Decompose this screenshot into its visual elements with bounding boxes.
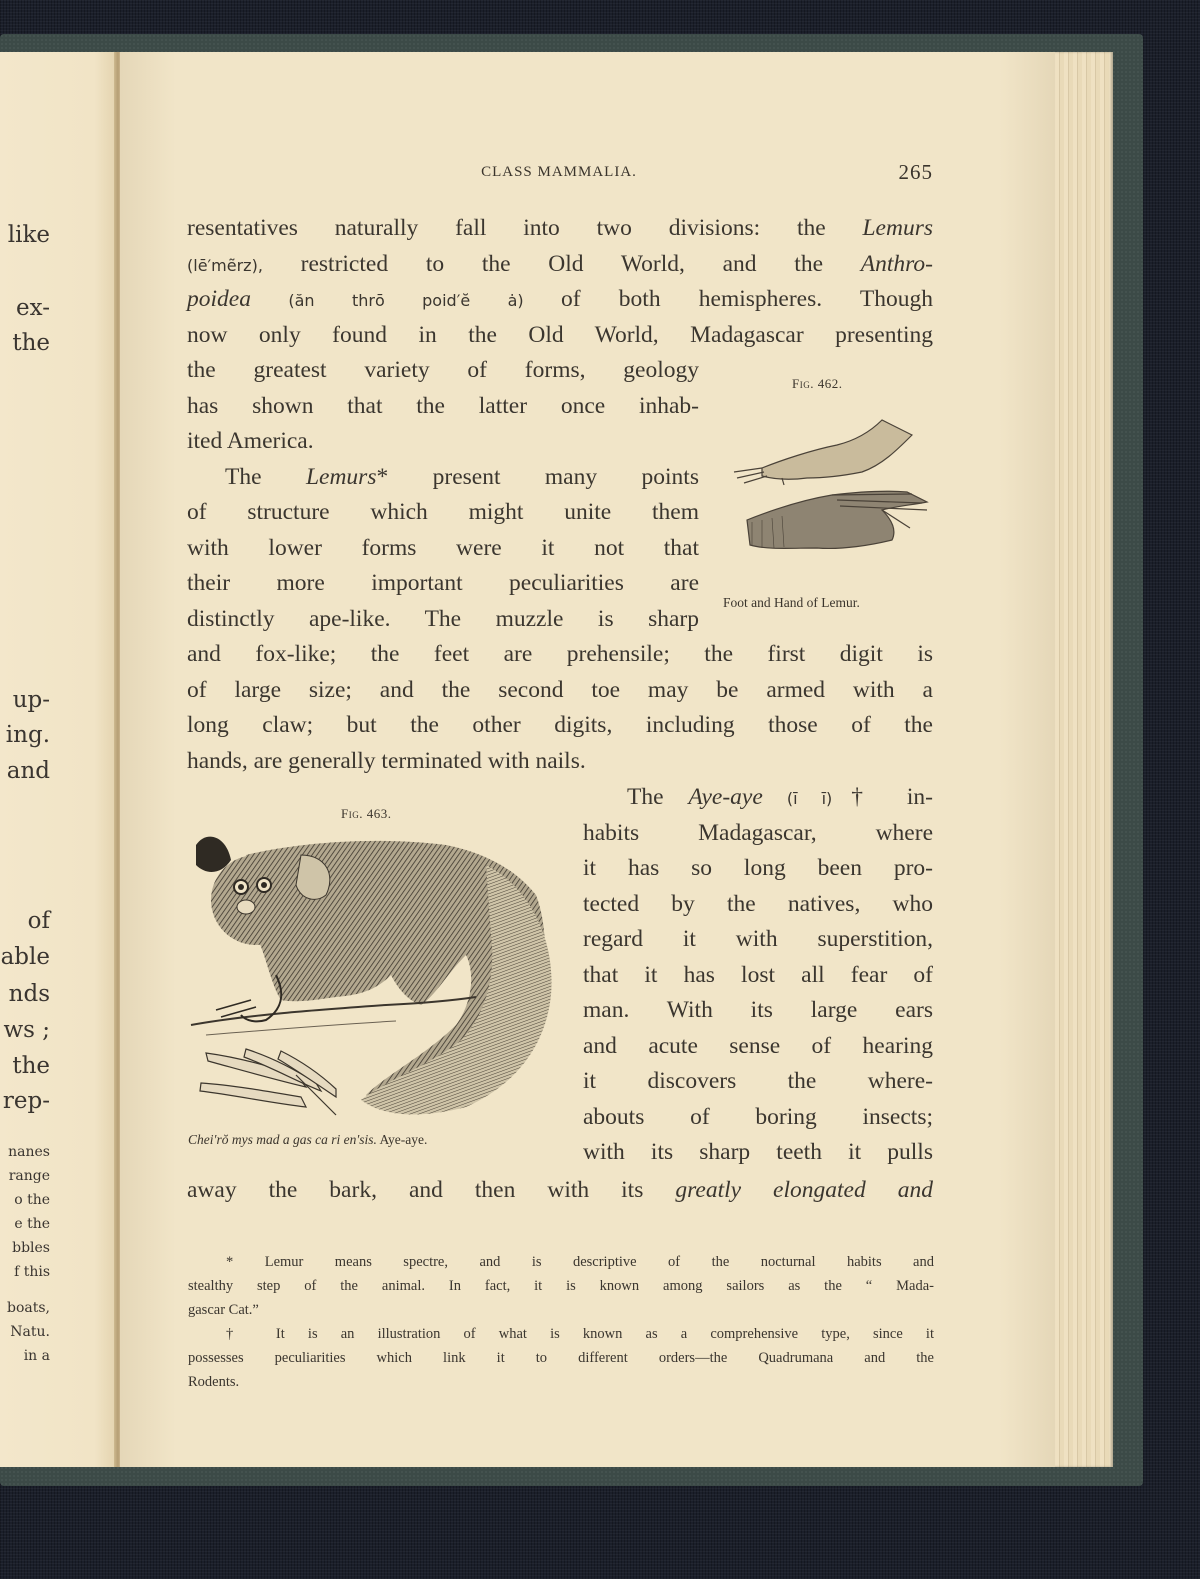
running-head [185,160,933,190]
paragraph-1-top: resentatives naturally fall into two divisions: the Lemurs (lē′mẽrz), restricted to the Old World, and the Anthro- poidea (ăn thrō poid′ĕ ȧ) of both hemispheres. Though now only found in the Old World, Madagascar presenting [187,215,933,348]
left-page-fragment: nanes [8,1144,50,1160]
left-page-fragment: nds [8,981,50,1007]
paragraph-2-bottom: and fox-like; the feet are prehensile; the first digit is of large size; and the second toe may be armed with a long claw; but the other digits, including those of the hands, are generally terminated with nails. [187,641,933,774]
left-page [0,52,118,1467]
column-beside-fig-463: The Aye-aye (ī ī)† in- habits Madagascar, where it has so long been pro- tected by the natives, who regard it with superstition, that it has lost all fear of man. With its large ears and acute sense of hearing it discovers the where- abouts of boring insects; with its sharp teeth it pulls [583,784,933,1165]
left-page-fragment: rep- [2,1088,50,1114]
left-page-fragment: o the [14,1192,50,1208]
left-page-fragment: range [8,1168,50,1184]
footnote-1: * Lemur means spectre, and is descriptive of the nocturnal habits and [226,1254,934,1270]
figure-462-label: Fig. 462. [792,376,843,391]
figure-462-caption: Foot and Hand of Lemur. [723,595,860,610]
lemur-hand-foot-illustration [722,410,937,570]
column-beside-fig-462: the greatest variety of forms, geology has shown that the latter once inhab- ited America. The Lemurs* present many points of structure which might unite them with lower forms were it not that their more important peculiarities are distinctly ape-like. The muzzle is sharp [187,357,699,632]
footnotes: * Lemur means spectre, and is descriptive of the nocturnal habits and stealthy step of the animal. In fact, it is known among sailors as the “ Mada- gascar Cat.” † It is an illustration of what is known as a comprehensive type, since it possesses peculiarities which link it to different orders—the Quadrumana and the Rodents. [188,1250,934,1394]
left-page-fragment: ws ; [3,1017,50,1043]
left-page-fragment: e the [14,1216,50,1232]
left-page-fragment: boats, [7,1300,50,1316]
running-title: CLASS MAMMALIA. [481,164,637,180]
left-page-fragment: ing. [5,722,50,748]
left-page-fragment: ex- [16,295,50,321]
page-edges [1055,52,1113,1467]
paragraph-3-bottom: away the bark, and then with its greatly elongated and [187,1177,933,1203]
page-number: 265 [898,160,933,184]
figure-463-caption: Chei′rŏ mys mad a gas ca ri en′sis. Aye-aye. [188,1132,428,1147]
left-page-fragment: Natu. [10,1324,50,1340]
left-page-fragment: of [27,908,50,934]
left-page-fragment: the [12,330,50,356]
left-page-fragment: up- [12,687,50,713]
aye-aye-illustration [186,825,561,1125]
left-page-fragment: f this [14,1264,50,1280]
figure-463-label: Fig. 463. [341,806,392,821]
left-page-fragment: and [6,758,50,784]
left-page-fragment: the [12,1053,50,1079]
left-page-fragment: in a [23,1348,50,1364]
left-page-fragment: bbles [12,1240,50,1256]
left-page-fragment: able [0,944,50,970]
footnote-2: † It is an illustration of what is known as a comprehensive type, since it [226,1326,934,1342]
left-page-fragment: like [7,222,50,248]
